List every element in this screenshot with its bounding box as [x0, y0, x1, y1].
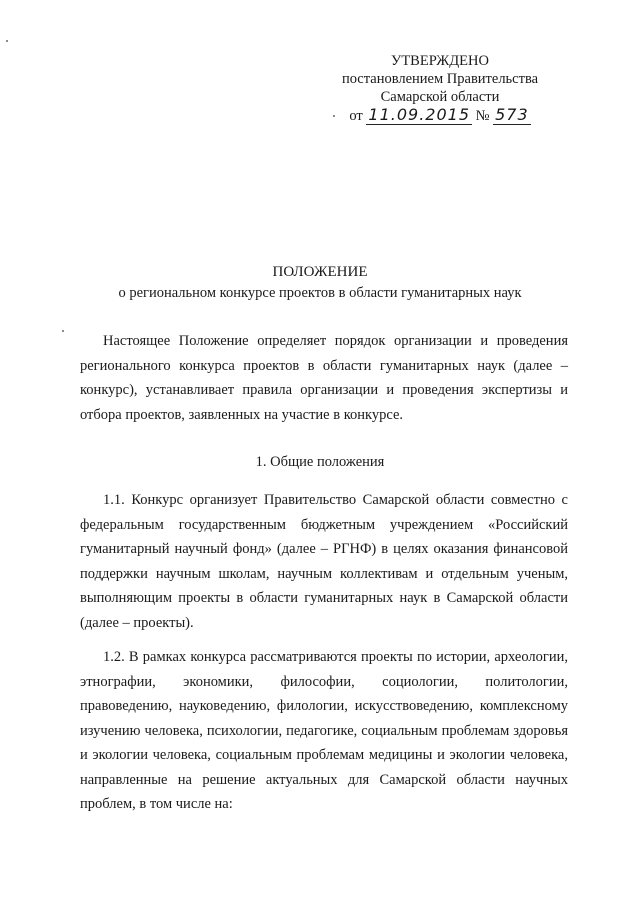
approval-heading: УТВЕРЖДЕНО [391, 53, 489, 69]
intro-paragraph: Настоящее Положение определяет порядок организации и проведения регионального конкурса проектов в области гуманитарных наук (далее – конкурс), устанавливает правила организации и проведения экспертизы и отбора проектов, заявленных на участие в конкурсе. [80, 333, 568, 423]
scan-speck [333, 115, 335, 117]
section-heading: 1. Общие положения [255, 454, 385, 470]
number-prefix: № [475, 108, 490, 124]
approval-stamp [310, 52, 570, 125]
document-subtitle: о региональном конкурсе проектов в области гуманитарных наук [118, 285, 522, 301]
approval-authority: постановлением Правительства [341, 71, 539, 87]
date-prefix: от [349, 108, 363, 124]
scan-speck [6, 40, 8, 42]
approval-number: 573 [495, 105, 529, 124]
approval-region: Самарской области [380, 89, 500, 105]
approval-date: 11.09.2015 [368, 105, 470, 124]
document-title: ПОЛОЖЕНИЕ [272, 264, 368, 280]
paragraph-1-2: 1.2. В рамках конкурса рассматриваются проекты по истории, археологии, этнографии, экономики, философии, социологии, политологии, правоведению, науковедению, филологии, искусствоведению, комплексному изучению человека, психологии, педагогике, социальным проблемам здоровья и экологии человека, социальным проблемам медицины и экологии человека, направленные на решение актуальных для Самарской области научных проблем, в том числе на: [80, 649, 568, 812]
paragraph-1-1: 1.1. Конкурс организует Правительство Самарской области совместно с федеральным государственным бюджетным учреждением «Российский гуманитарный научный фонд» (далее – РГНФ) в целях оказания финансовой поддержки научным школам, научным коллективам и отдельным ученым, выполняющим проекты в области гуманитарных наук в Самарской области (далее – проекты). [80, 492, 568, 631]
approval-date-line [310, 106, 570, 125]
scan-speck [62, 330, 64, 332]
